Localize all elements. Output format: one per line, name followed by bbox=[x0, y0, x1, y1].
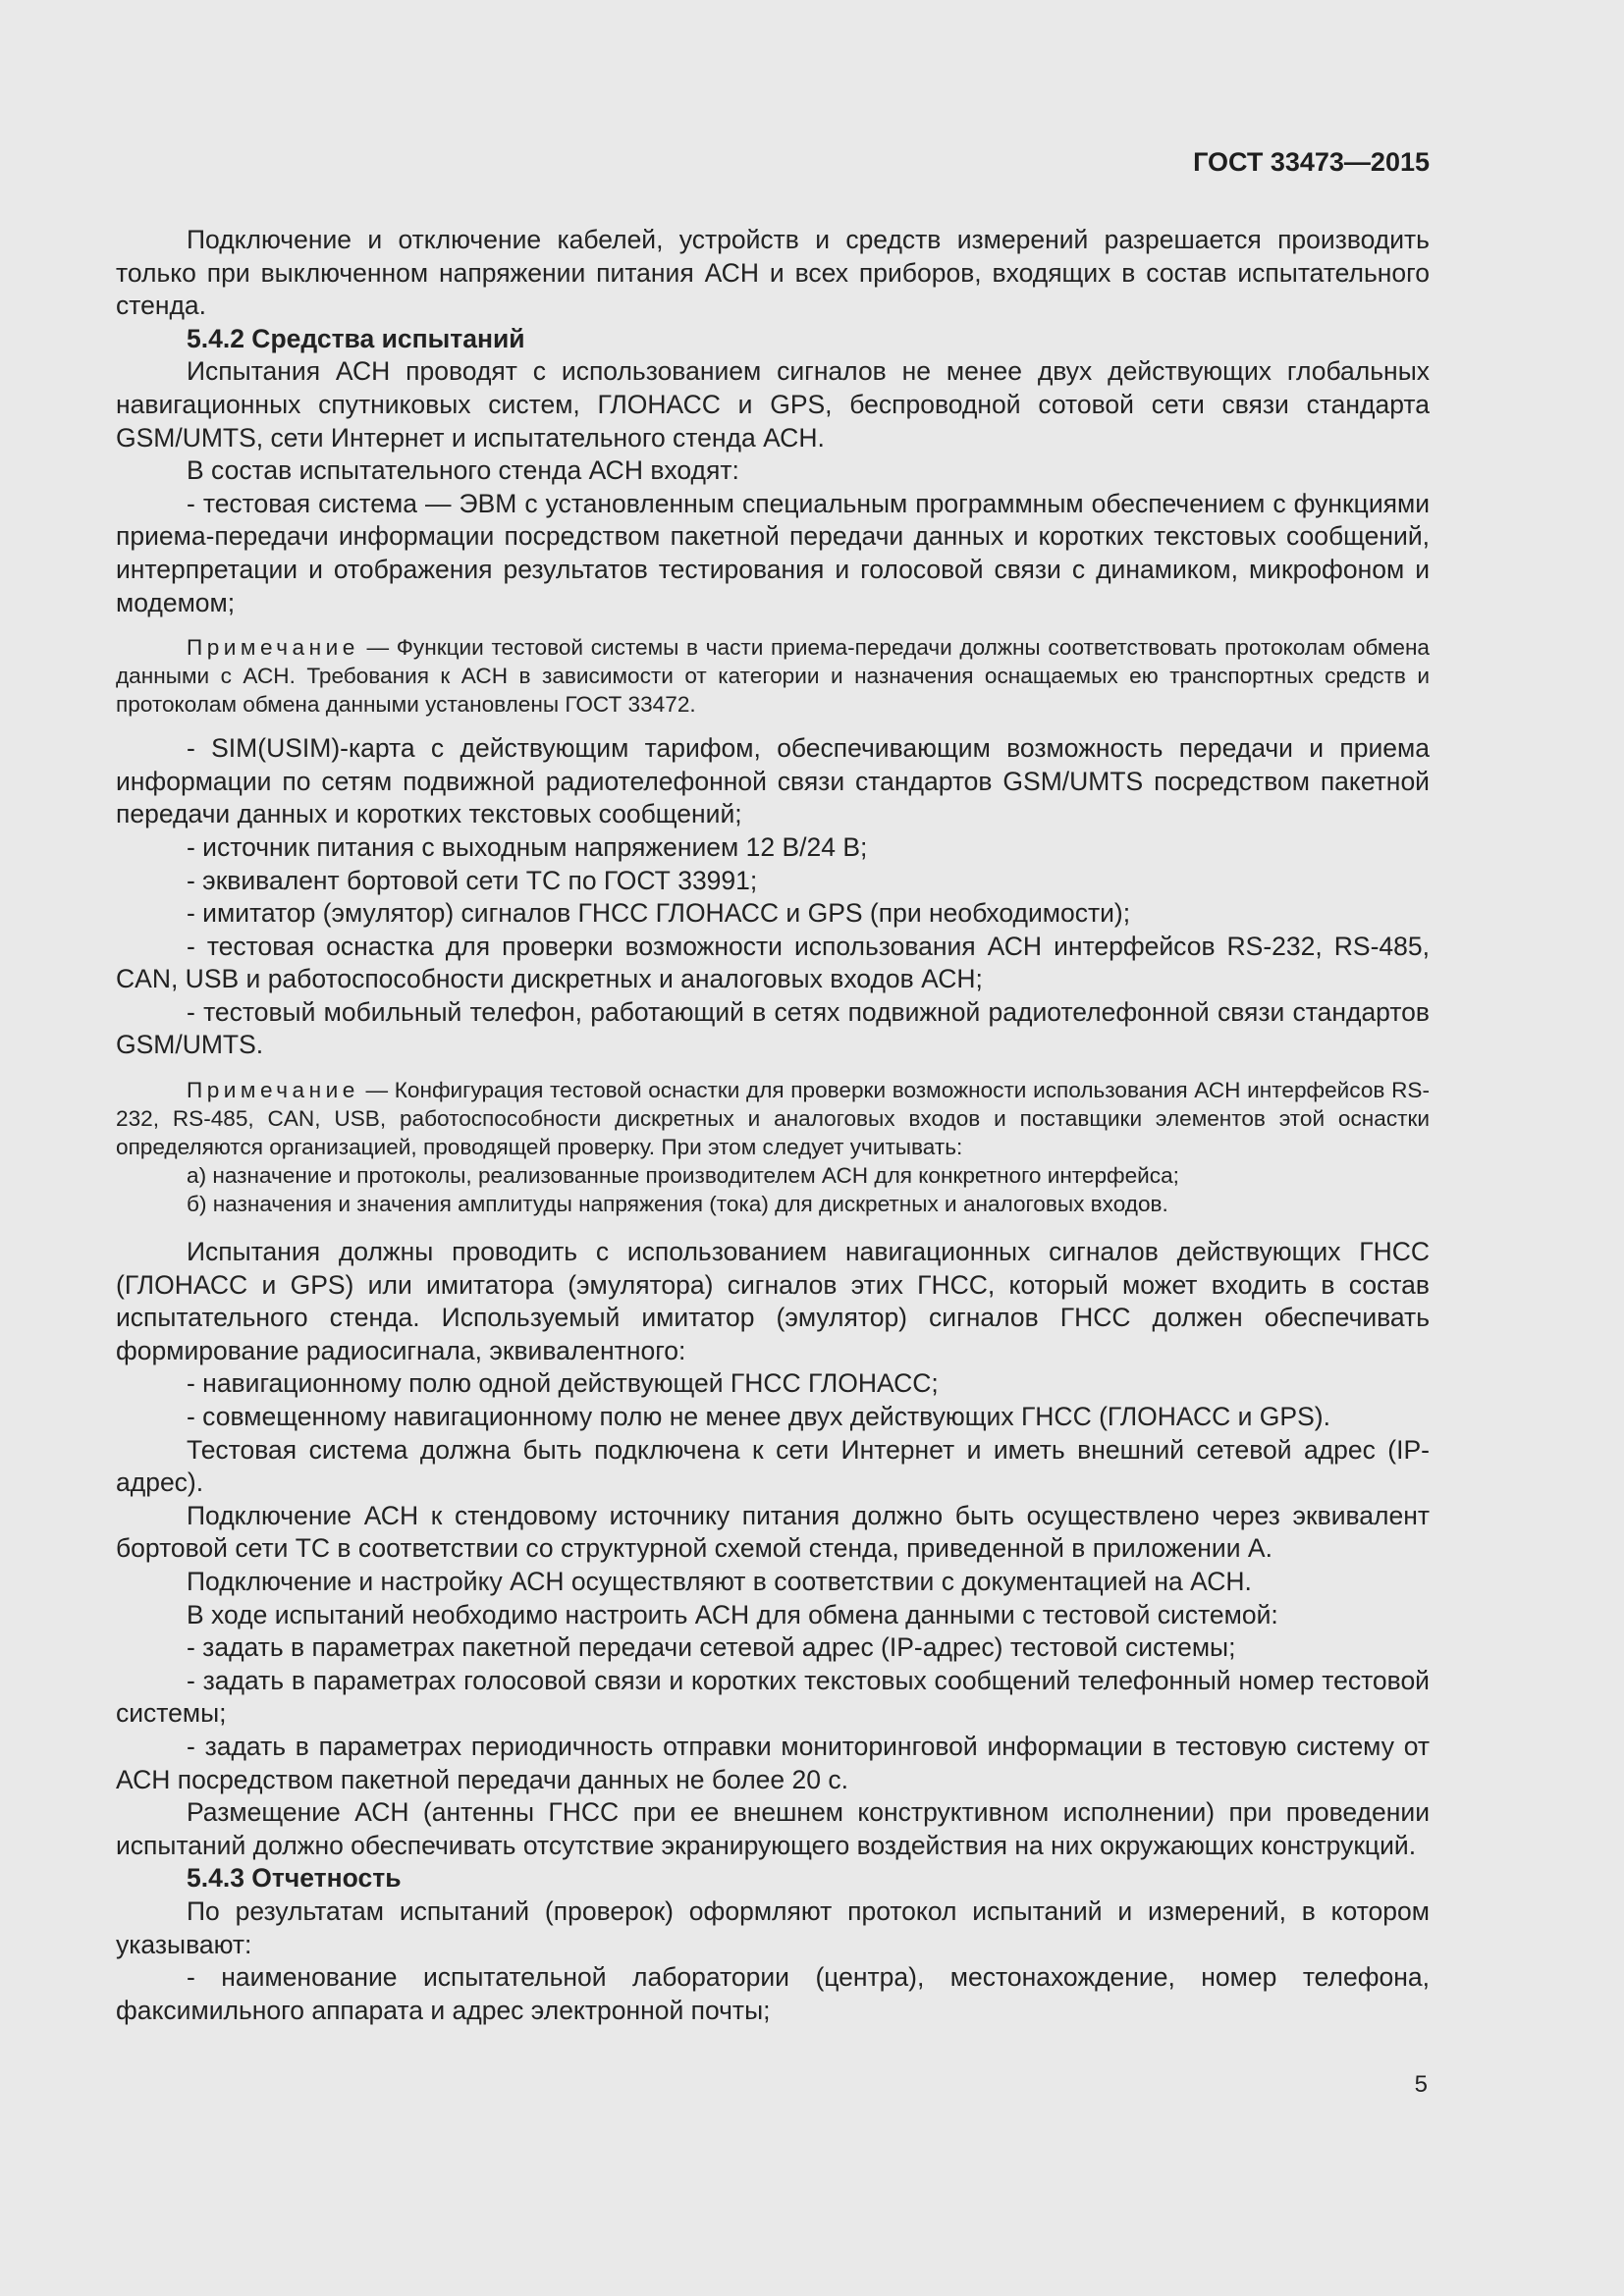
document-id-header: ГОСТ 33473—2015 bbox=[1193, 147, 1430, 177]
section-heading-5-4-2: 5.4.2 Средства испытаний bbox=[187, 323, 525, 353]
paragraph: Размещение АСН (антенны ГНСС при ее внешнем конструктивном исполнении) при проведении испытаний должно обеспечивать отсутствие экранирующего воздействия на них окружающих конструкций. bbox=[116, 1797, 1430, 1860]
note-title: Примечание bbox=[187, 635, 359, 661]
note-block bbox=[116, 1076, 1430, 1161]
document-body bbox=[116, 224, 1430, 2027]
list-item: - эквивалент бортовой сети ТС по ГОСТ 33991; bbox=[187, 865, 758, 895]
note-block bbox=[116, 633, 1430, 719]
list-item: - тестовый мобильный телефон, работающий в сетях подвижной радиотелефонной связи стандартов GSM/UMTS. bbox=[116, 996, 1430, 1060]
list-item: - SIM(USIM)-карта с действующим тарифом, обеспечивающим возможность передачи и приема информации по сетям подвижной радиотелефонной связи стандартов GSM/UMTS посредством пакетной передачи данных и коротких текстовых сообщений; bbox=[116, 733, 1430, 829]
paragraph: Подключение и настройку АСН осуществляют в соответствии с документацией на АСН. bbox=[187, 1567, 1252, 1596]
list-item: - имитатор (эмулятор) сигналов ГНСС ГЛОНАСС и GPS (при необходимости); bbox=[187, 898, 1131, 929]
list-item: - навигационному полю одной действующей ГНСС ГЛОНАСС; bbox=[187, 1368, 939, 1399]
paragraph: Испытания должны проводить с использованием навигационных сигналов действующих ГНСС (ГЛОНАСС и GPS) или имитатора (эмулятора) сигналов этих ГНСС, который может входить в состав испытательного стенда. Используемый имитатор (эмулятор) сигналов ГНСС должен обеспечивать формирование радиосигнала, эквивалентного: bbox=[116, 1237, 1430, 1365]
paragraph: В ходе испытаний необходимо настроить АСН для обмена данными с тестовой системой: bbox=[187, 1599, 1278, 1629]
note-title: Примечание bbox=[187, 1078, 359, 1103]
paragraph: Испытания АСН проводят с использованием сигналов не менее двух действующих глобальных навигационных спутниковых систем, ГЛОНАСС и GPS, беспроводной сотовой сети связи стандарта GSM/UMTS, сети Интернет и испытательного стенда АСН. bbox=[116, 356, 1430, 453]
list-item: - задать в параметрах пакетной передачи сетевой адрес (IP-адрес) тестовой системы; bbox=[187, 1632, 1236, 1663]
paragraph: По результатам испытаний (проверок) оформляют протокол испытаний и измерений, в котором указывают: bbox=[116, 1896, 1430, 1959]
paragraph: Подключение АСН к стендовому источнику питания должно быть осуществлено через эквивалент бортовой сети ТС в соответствии со структурной схемой стенда, приведенной в приложении А. bbox=[116, 1500, 1430, 1564]
list-item: - тестовая система — ЭВМ с установленным специальным программным обеспечением с функциями приема-передачи информации посредством пакетной передачи данных и коротких текстовых сообщений, интерпретации и отображения результатов тестирования и голосовой связи с динамиком, микрофоном и модемом; bbox=[116, 488, 1430, 617]
paragraph: В состав испытательного стенда АСН входят: bbox=[187, 455, 739, 486]
list-item: - наименование испытательной лаборатории (центра), местонахождение, номер телефона, факсимильного аппарата и адрес электронной почты; bbox=[116, 1962, 1430, 2025]
note-text: — Конфигурация тестовой оснастки для проверки возможности использования АСН интерфейсов RS-232, RS-485, CAN, USB, работоспособности дискретных и аналоговых входов и поставщики элементов этой оснастки определяются организацией, проводящей проверку. При этом следует учитывать: bbox=[116, 1078, 1430, 1160]
section-heading-5-4-3: 5.4.3 Отчетность bbox=[187, 1863, 402, 1894]
list-item: - совмещенному навигационному полю не менее двух действующих ГНСС (ГЛОНАСС и GPS). bbox=[187, 1402, 1330, 1432]
list-item: - задать в параметрах голосовой связи и коротких текстовых сообщений телефонный номер тестовой системы; bbox=[116, 1665, 1430, 1729]
list-item: - источник питания с выходным напряжением 12 В/24 В; bbox=[187, 831, 868, 862]
note-text: — Функции тестовой системы в части приема-передачи должны соответствовать протоколам обмена данными с АСН. Требования к АСН в зависимости от категории и назначения оснащаемых ею транспортных средств и протоколам обмена данными установлены ГОСТ 33472. bbox=[116, 635, 1430, 718]
list-item: - задать в параметрах периодичность отправки мониторинговой информации в тестовую систему от АСН посредством пакетной передачи данных не более 20 с. bbox=[116, 1731, 1430, 1794]
note-list-item: а) назначение и протоколы, реализованные производителем АСН для конкретного интерфейса; bbox=[187, 1163, 1179, 1189]
note-list-item: б) назначения и значения амплитуды напряжения (тока) для дискретных и аналоговых входов. bbox=[187, 1192, 1168, 1217]
paragraph: Тестовая система должна быть подключена к сети Интернет и иметь внешний сетевой адрес (IP-адрес). bbox=[116, 1434, 1430, 1498]
paragraph: Подключение и отключение кабелей, устройств и средств измерений разрешается производить только при выключенном напряжении питания АСН и всех приборов, входящих в состав испытательного стенда. bbox=[116, 225, 1430, 321]
page-number: 5 bbox=[1414, 2071, 1428, 2098]
list-item: - тестовая оснастка для проверки возможности использования АСН интерфейсов RS-232, RS-485, CAN, USB и работоспособности дискретных и аналоговых входов АСН; bbox=[116, 931, 1430, 994]
